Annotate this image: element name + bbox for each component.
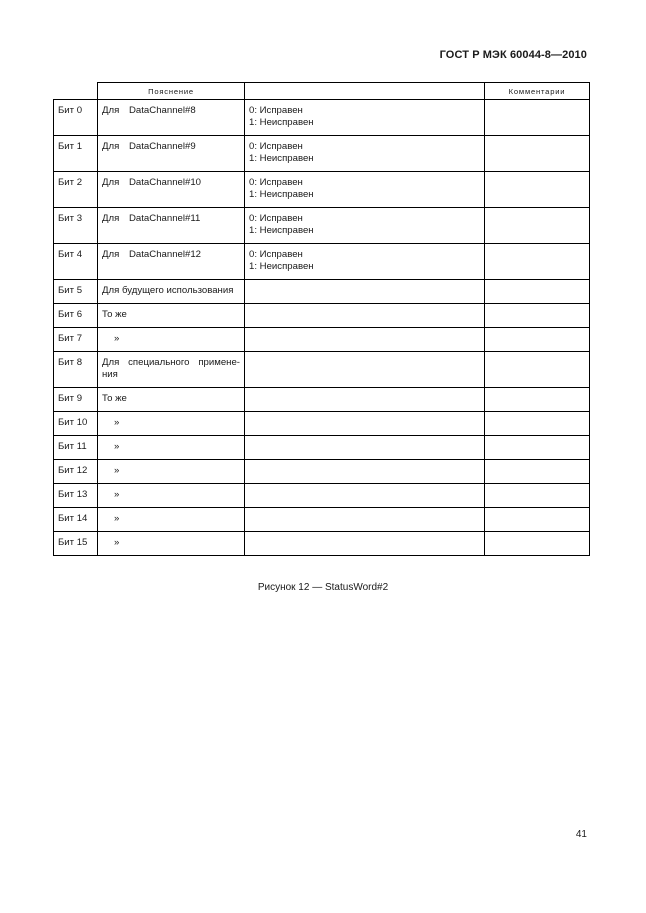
table-row	[54, 352, 590, 388]
value-cell	[245, 460, 485, 484]
explanation-prefix: Для	[102, 141, 120, 152]
explanation-cell	[98, 352, 245, 388]
comment-cell	[485, 100, 590, 136]
explanation-cell	[98, 412, 245, 436]
table-row	[54, 388, 590, 412]
value-cell	[245, 208, 485, 244]
explanation-cell: Для будущего использования	[98, 280, 245, 304]
explanation-cell: То же	[98, 388, 245, 412]
explanation-cell	[98, 244, 245, 280]
value-cell	[245, 532, 485, 556]
value-cell	[245, 484, 485, 508]
comment-cell	[485, 304, 590, 328]
value-cell	[245, 388, 485, 412]
bit-cell: Бит 5	[54, 280, 98, 304]
value-cell	[245, 436, 485, 460]
value-fault: 1: Неисправен	[249, 117, 314, 128]
explanation-cell	[98, 532, 245, 556]
comment-cell	[485, 352, 590, 388]
explanation-cell	[98, 100, 245, 136]
status-word-table	[53, 82, 590, 556]
explanation-text: DataChannel#9	[129, 141, 196, 152]
explanation-prefix: Для	[102, 105, 120, 116]
value-cell	[245, 172, 485, 208]
explanation-cell	[98, 172, 245, 208]
table-row	[54, 328, 590, 352]
explanation-cell	[98, 208, 245, 244]
ditto-mark: »	[114, 417, 120, 428]
value-ok: 0: Исправен	[249, 105, 303, 116]
column-header-bit	[54, 83, 98, 100]
explanation-text: DataChannel#11	[129, 213, 201, 224]
explanation-text: DataChannel#8	[129, 105, 196, 116]
table-row	[54, 136, 590, 172]
bit-cell: Бит 9	[54, 388, 98, 412]
page-number: 41	[575, 829, 587, 840]
value-cell	[245, 244, 485, 280]
comment-cell	[485, 532, 590, 556]
value-cell	[245, 508, 485, 532]
bit-cell: Бит 1	[54, 136, 98, 172]
value-ok: 0: Исправен	[249, 249, 303, 260]
table-row	[54, 208, 590, 244]
explanation-prefix: Для	[102, 213, 120, 224]
value-cell	[245, 328, 485, 352]
ditto-mark: »	[114, 441, 120, 452]
comment-cell	[485, 508, 590, 532]
explanation-prefix: Для	[102, 177, 120, 188]
column-header-comments: Комментарии	[485, 83, 590, 100]
column-header-explanation: Пояснение	[98, 83, 245, 100]
explanation-text: DataChannel#12	[129, 249, 202, 260]
bit-cell: Бит 6	[54, 304, 98, 328]
comment-cell	[485, 388, 590, 412]
value-fault: 1: Неисправен	[249, 153, 314, 164]
table-row	[54, 244, 590, 280]
bit-cell: Бит 13	[54, 484, 98, 508]
table-row	[54, 484, 590, 508]
ditto-mark: »	[114, 537, 120, 548]
explanation-line: ния	[102, 369, 118, 380]
comment-cell	[485, 412, 590, 436]
table-row	[54, 304, 590, 328]
bit-cell: Бит 12	[54, 460, 98, 484]
bit-cell: Бит 7	[54, 328, 98, 352]
bit-cell: Бит 8	[54, 352, 98, 388]
explanation-prefix: Для	[102, 249, 120, 260]
explanation-cell	[98, 436, 245, 460]
table-row	[54, 280, 590, 304]
bit-cell: Бит 0	[54, 100, 98, 136]
value-fault: 1: Неисправен	[249, 225, 314, 236]
comment-cell	[485, 328, 590, 352]
bit-cell: Бит 3	[54, 208, 98, 244]
explanation-line: Для специального примене-	[102, 357, 240, 368]
ditto-mark: »	[114, 489, 120, 500]
table-row	[54, 172, 590, 208]
value-cell	[245, 304, 485, 328]
explanation-cell	[98, 508, 245, 532]
table-row	[54, 436, 590, 460]
explanation-cell	[98, 484, 245, 508]
document-standard-header: ГОСТ Р МЭК 60044-8—2010	[439, 49, 587, 61]
figure-caption: Рисунок 12 — StatusWord#2	[257, 582, 389, 593]
value-fault: 1: Неисправен	[249, 189, 314, 200]
explanation-cell	[98, 136, 245, 172]
table-row	[54, 100, 590, 136]
table-row	[54, 532, 590, 556]
comment-cell	[485, 136, 590, 172]
value-cell	[245, 136, 485, 172]
bit-cell: Бит 14	[54, 508, 98, 532]
value-cell	[245, 100, 485, 136]
ditto-mark: »	[114, 465, 120, 476]
explanation-cell: То же	[98, 304, 245, 328]
value-cell	[245, 352, 485, 388]
value-ok: 0: Исправен	[249, 141, 303, 152]
ditto-mark: »	[114, 333, 120, 344]
bit-cell: Бит 11	[54, 436, 98, 460]
comment-cell	[485, 172, 590, 208]
bit-cell: Бит 4	[54, 244, 98, 280]
value-ok: 0: Исправен	[249, 213, 303, 224]
value-fault: 1: Неисправен	[249, 261, 314, 272]
table-header-row	[54, 83, 590, 100]
bit-cell: Бит 10	[54, 412, 98, 436]
comment-cell	[485, 484, 590, 508]
bit-cell: Бит 15	[54, 532, 98, 556]
value-ok: 0: Исправен	[249, 177, 303, 188]
explanation-text: DataChannel#10	[129, 177, 202, 188]
comment-cell	[485, 208, 590, 244]
comment-cell	[485, 436, 590, 460]
bit-cell: Бит 2	[54, 172, 98, 208]
table-row	[54, 508, 590, 532]
column-header-value	[245, 83, 485, 100]
explanation-cell	[98, 460, 245, 484]
ditto-mark: »	[114, 513, 120, 524]
explanation-cell	[98, 328, 245, 352]
table-row	[54, 460, 590, 484]
comment-cell	[485, 460, 590, 484]
table-row	[54, 412, 590, 436]
value-cell	[245, 280, 485, 304]
comment-cell	[485, 244, 590, 280]
value-cell	[245, 412, 485, 436]
comment-cell	[485, 280, 590, 304]
